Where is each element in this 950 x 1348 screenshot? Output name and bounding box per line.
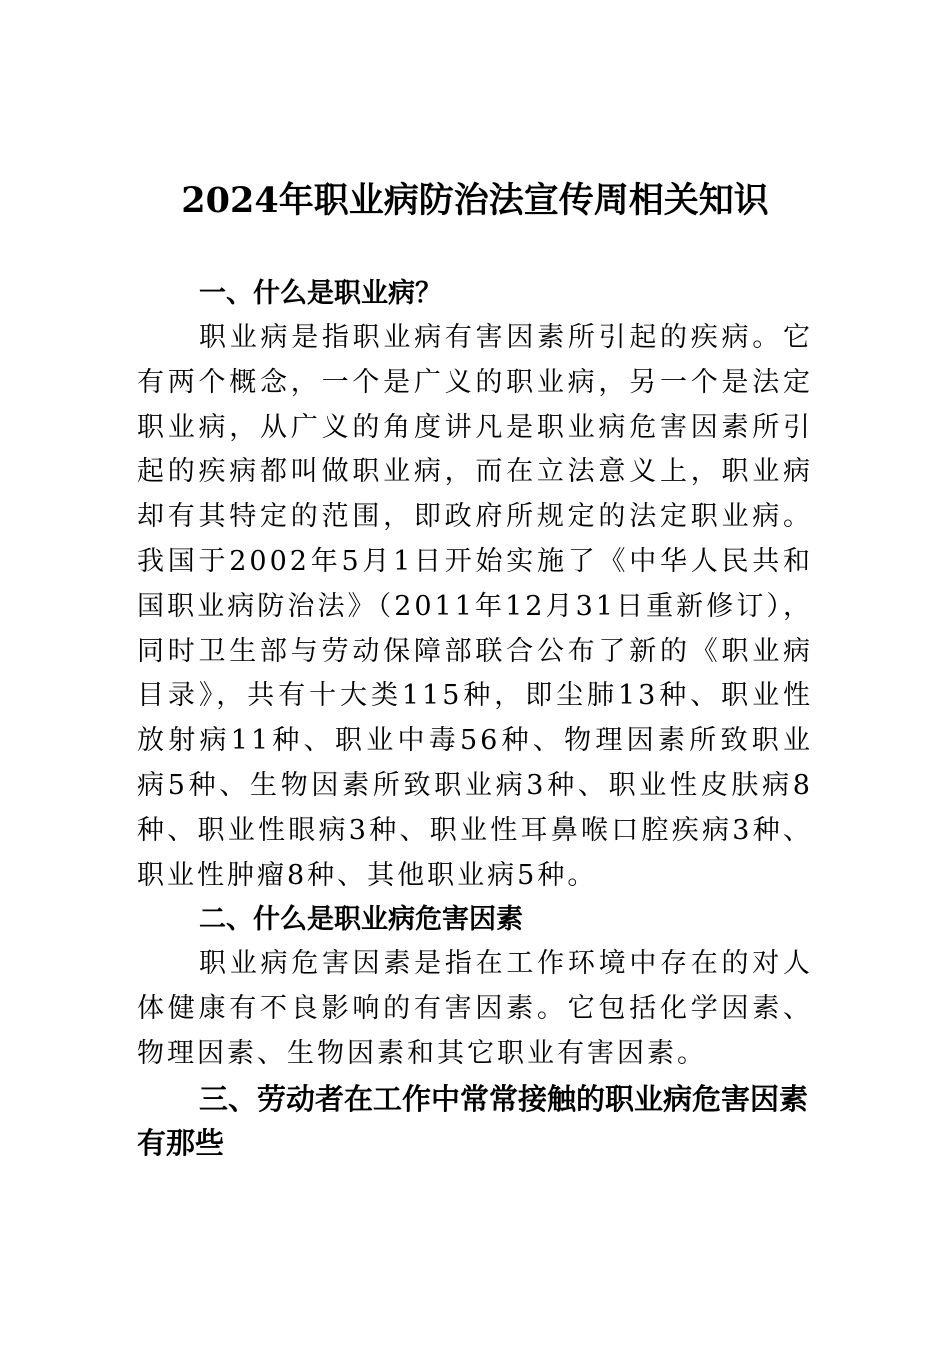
section-1-paragraph: 职业病是指职业病有害因素所引起的疾病。它有两个概念，一个是广义的职业病，另一个是法定职业病，从广义的角度讲凡是职业病危害因素所引起的疾病都叫做职业病，而在立法意义上，职业病却有其特定的范围，即政府所规定的法定职业病。我国于2002年5月1日开始实施了《中华人民共和国职业病防治法》（2011年12月31日重新修订），同时卫生部与劳动保障部联合公布了新的《职业病目录》，共有十大类115种，即尘肺13种、职业性放射病11种、职业中毒56种、物理因素所致职业病5种、生物因素所致职业病3种、职业性皮肤病8种、职业性眼病3种、职业性耳鼻喉口腔疾病3种、职业性肿瘤8种、其他职业病5种。 — [137, 322, 813, 891]
document-body — [137, 272, 813, 1165]
section-2-heading: 二、什么是职业病危害因素 — [199, 904, 523, 936]
section-3-heading: 三、劳动者在工作中常常接触的职业病危害因素有那些 — [137, 1081, 809, 1160]
document-title: 2024年职业病防治法宣传周相关知识 — [181, 180, 769, 221]
section-2-paragraph: 职业病危害因素是指在工作环境中存在的对人体健康有不良影响的有害因素。它包括化学因素、物理因素、生物因素和其它职业有害因素。 — [137, 948, 813, 1069]
section-1-heading: 一、什么是职业病？ — [199, 278, 442, 309]
